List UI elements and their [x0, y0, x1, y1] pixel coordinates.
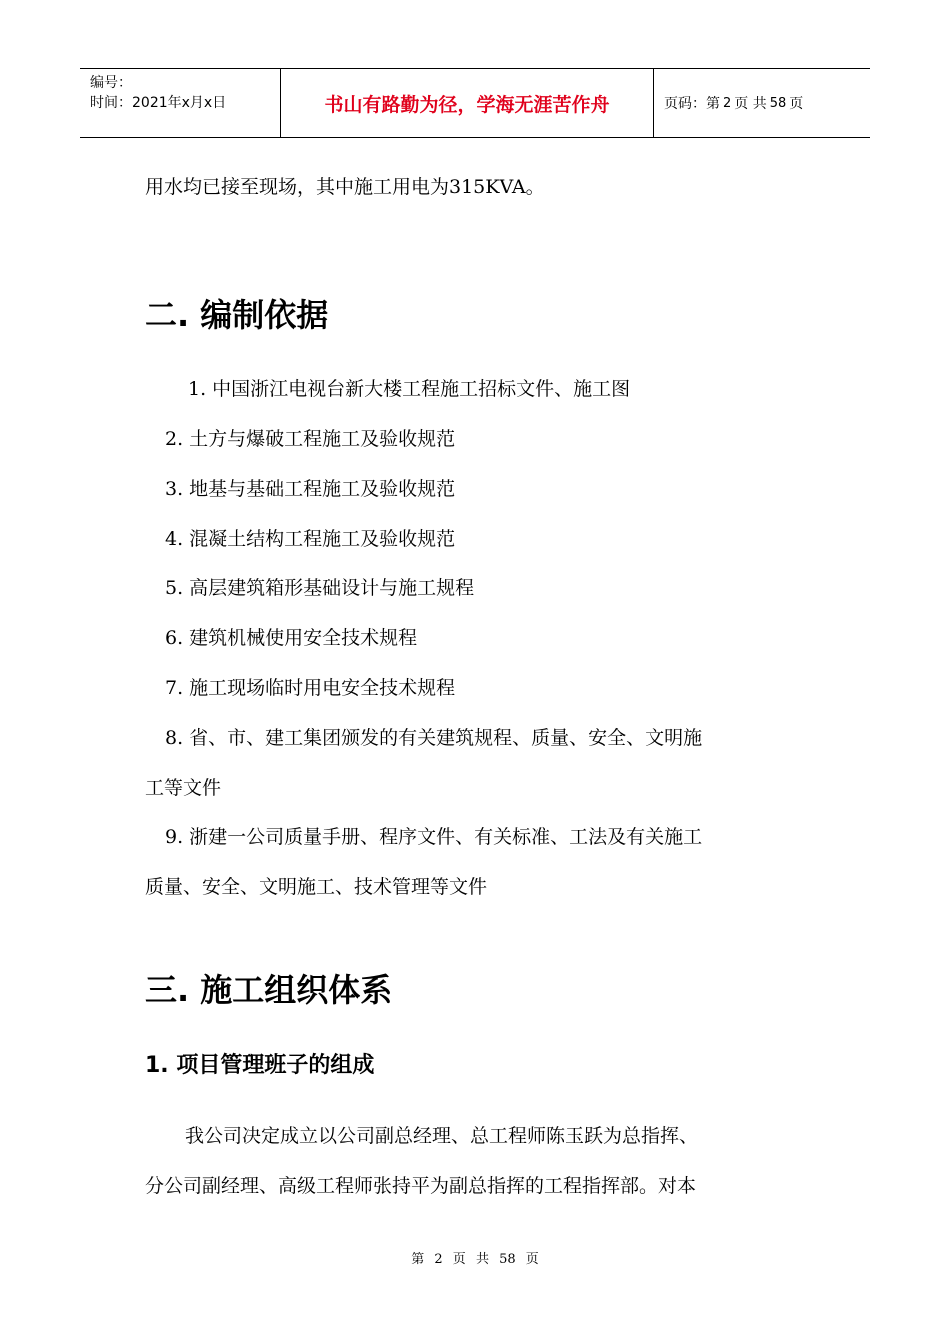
basis-item-4: 4. 混凝土结构工程施工及验收规范: [165, 528, 456, 550]
basis-item-8: 8. 省、市、建工集团颁发的有关建筑规程、质量、安全、文明施: [165, 727, 703, 749]
footer-page-number: 2: [434, 1252, 443, 1267]
intro-line: 用水均已接至现场，其中施工用电为315KVA。: [145, 176, 545, 198]
paragraph-line-1: 我公司决定成立以公司副总经理、总工程师陈玉跃为总指挥、: [185, 1125, 699, 1147]
footer-total: 58: [499, 1252, 516, 1267]
basis-item-2: 2. 土方与爆破工程施工及验收规范: [165, 428, 456, 450]
page-suffix: 页: [789, 96, 804, 112]
footer-prefix: 第: [411, 1252, 425, 1267]
header-meta: [80, 69, 281, 137]
doc-number-label: 编号：: [90, 75, 132, 91]
paragraph-line-2: 分公司副经理、高级工程师张持平为副总指挥的工程指挥部。对本: [145, 1175, 697, 1197]
section-2-title: 二. 编制依据: [145, 296, 329, 334]
basis-item-1: 1. 中国浙江电视台新大楼工程施工招标文件、施工图: [188, 378, 631, 400]
subsection-1-title: 1. 项目管理班子的组成: [145, 1053, 375, 1078]
page-mid: 页 共: [734, 96, 767, 112]
footer-suffix: 页: [525, 1252, 539, 1267]
footer-mid1: 页: [452, 1252, 466, 1267]
basis-item-6: 6. 建筑机械使用安全技术规程: [165, 627, 418, 649]
page-header: [80, 68, 870, 138]
basis-item-5: 5. 高层建筑箱形基础设计与施工规程: [165, 577, 475, 599]
basis-item-9: 9. 浙建一公司质量手册、程序文件、有关标准、工法及有关施工: [165, 826, 703, 848]
page-prefix: 页码：第: [664, 96, 720, 112]
footer-mid2: 共: [475, 1252, 489, 1267]
basis-item-7: 7. 施工现场临时用电安全技术规程: [165, 677, 456, 699]
basis-item-9-cont: 质量、安全、文明施工、技术管理等文件: [145, 876, 488, 898]
page-number: 2: [723, 95, 732, 111]
page-total: 58: [769, 95, 787, 111]
header-page-info: [654, 69, 870, 137]
page-footer: [0, 1248, 950, 1267]
section-3-title: 三. 施工组织体系: [145, 971, 393, 1009]
doc-time-label: 时间：2021年x月x日: [90, 95, 227, 111]
header-motto: 书山有路勤为径，学海无涯苦作舟: [281, 69, 654, 137]
basis-item-3: 3. 地基与基础工程施工及验收规范: [165, 478, 456, 500]
basis-item-8-cont: 工等文件: [145, 777, 222, 799]
